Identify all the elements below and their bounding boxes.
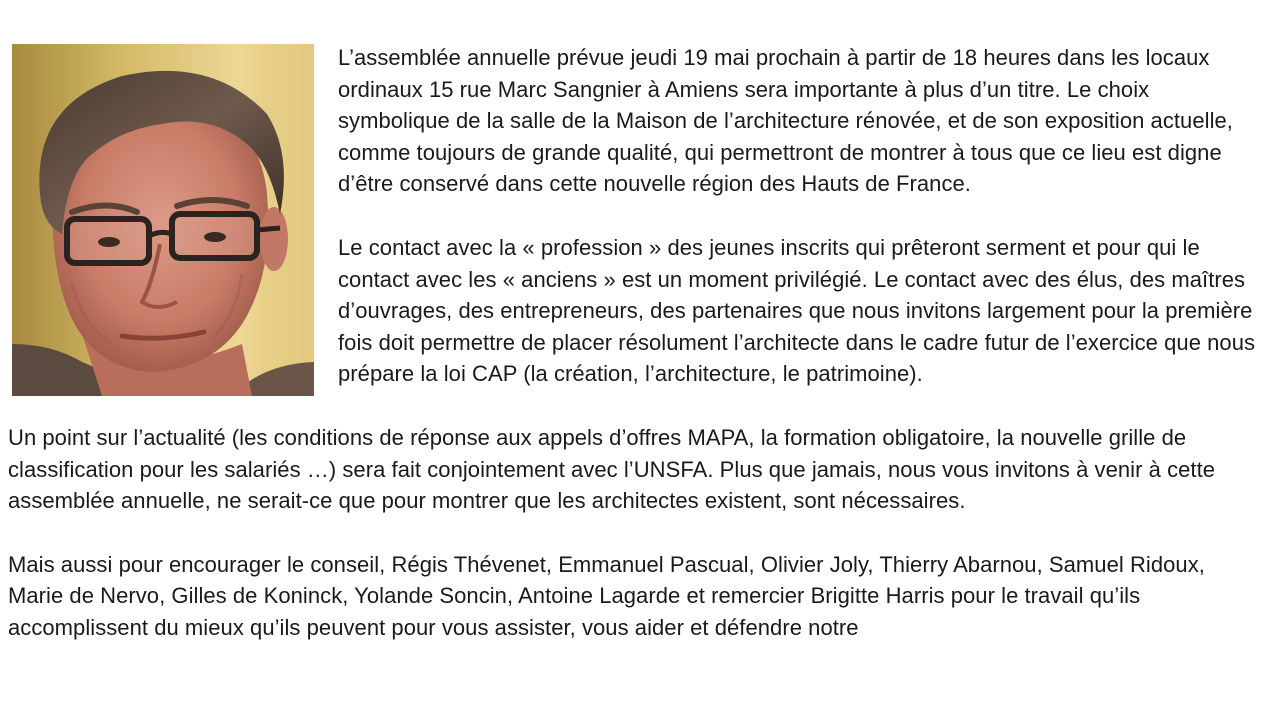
portrait-illustration [12, 44, 314, 396]
paragraph-2: Le contact avec la « profession » des jeunes inscrits qui prêteront serment et pour qui le contact avec les « anciens » est un moment privilégié. Le contact avec des élus, des maîtres d’ouvrages, des entrepreneurs, des partenaires que nous invitons largement pour la première fois doit permettre de placer résolument l’architecte dans le cadre futur de l’exercice que nous prépare la loi CAP (la création, l’architecture, le patrimoine). [338, 234, 1256, 387]
paragraph-3: Un point sur l’actualité (les conditions de réponse aux appels d’offres MAPA, la formation obligatoire, la nouvelle grille de classification pour les salariés …) sera fait conjointement avec l’UNSFA. Plus que jamais, nous vous invitons à venir à cette assemblée annuelle, ne serait-ce que pour montrer que les architectes existent, sont nécessaires. [8, 424, 1216, 514]
paragraph-1: L’assemblée annuelle prévue jeudi 19 mai prochain à partir de 18 heures dans les locaux ordinaux 15 rue Marc Sangnier à Amiens sera importante à plus d’un titre. Le choix symbolique de la salle de la Maison de l’architecture rénovée, et de son exposition actuelle, comme toujours de grande qualité, qui permettront de montrer à tous que ce lieu est digne d’être conservé dans cette nouvelle région des Hauts de France. [338, 45, 1233, 197]
portrait-photo [12, 44, 314, 396]
paragraph-4: Mais aussi pour encourager le conseil, Régis Thévenet, Emmanuel Pascual, Olivier Joly, Thierry Abarnou, Samuel Ridoux, Marie de Nervo, Gilles de Koninck, Yolande Soncin, Antoine Lagarde et remercier Brigitte Harris pour le travail qu’ils accomplissent du mieux qu’ils peuvent pour vous assister, vous aider et défendre notre [8, 551, 1205, 640]
